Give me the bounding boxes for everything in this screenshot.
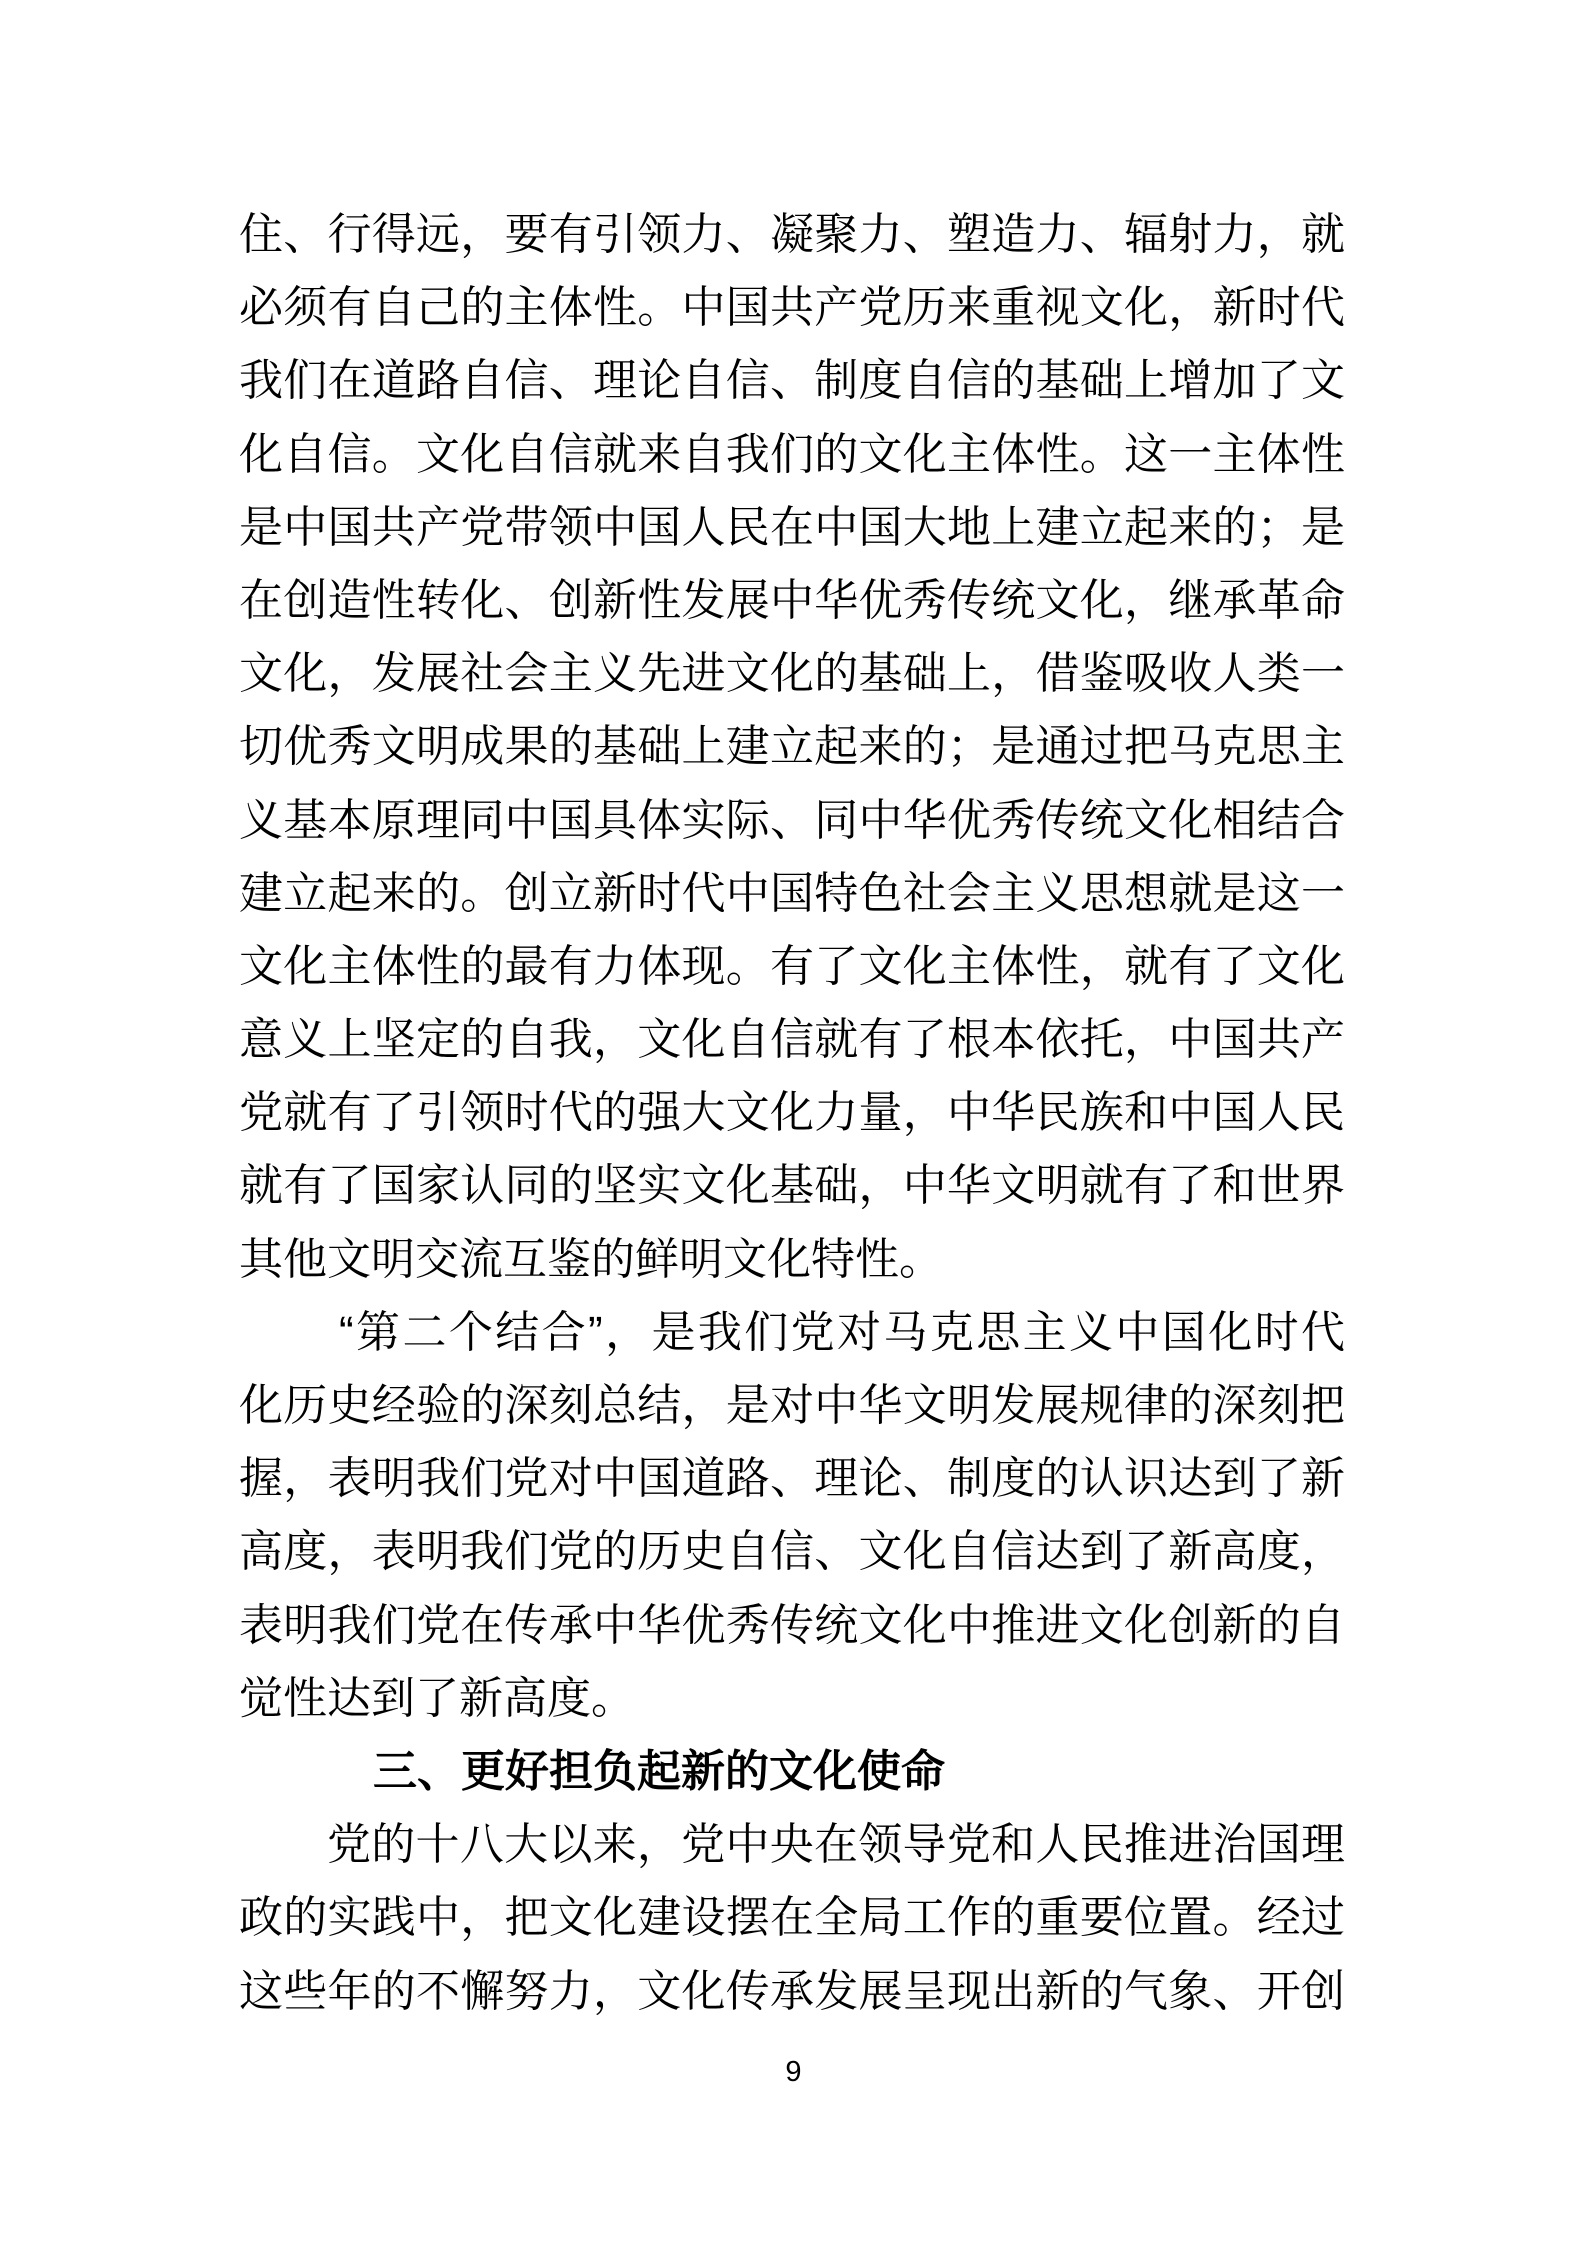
text-line: 化自信。文化自信就来自我们的文化主体性。这一主体性 bbox=[239, 429, 1345, 479]
text-line: 意义上坚定的自我，文化自信就有了根本依托，中国共产 bbox=[239, 1015, 1345, 1065]
body-text bbox=[239, 198, 1345, 2028]
text-line: 高度，表明我们党的历史自信、文化自信达到了新高度， bbox=[239, 1527, 1345, 1577]
paragraph bbox=[239, 1296, 1345, 1735]
paragraph bbox=[239, 1808, 1345, 2028]
text-line: 觉性达到了新高度。 bbox=[239, 1673, 635, 1723]
text-line: 党的十八大以来，党中央在领导党和人民推进治国理 bbox=[327, 1820, 1345, 1870]
text-line: 表明我们党在传承中华优秀传统文化中推进文化创新的自 bbox=[239, 1600, 1345, 1650]
text-line: 就有了国家认同的坚实文化基础，中华文明就有了和世界 bbox=[239, 1161, 1345, 1211]
text-line: 切优秀文明成果的基础上建立起来的；是通过把马克思主 bbox=[239, 722, 1345, 772]
text-line: 住、行得远，要有引领力、凝聚力、塑造力、辐射力，就 bbox=[239, 210, 1345, 259]
text-line: 政的实践中，把文化建设摆在全局工作的重要位置。经过 bbox=[239, 1893, 1345, 1943]
text-line: “第二个结合”，是我们党对马克思主义中国化时代 bbox=[339, 1307, 1345, 1357]
paragraph bbox=[239, 198, 1345, 1296]
text-line: 义基本原理同中国具体实际、同中华优秀传统文化相结合 bbox=[239, 795, 1345, 845]
section-heading: 三、更好担负起新的文化使命 bbox=[373, 1746, 945, 1796]
text-line: 在创造性转化、创新性发展中华优秀传统文化，继承革命 bbox=[239, 575, 1345, 625]
text-line: 必须有自己的主体性。中国共产党历来重视文化，新时代 bbox=[239, 283, 1345, 333]
text-line: 是中国共产党带领中国人民在中国大地上建立起来的；是 bbox=[239, 502, 1345, 552]
page-number: 9 bbox=[785, 2056, 802, 2088]
text-line: 文化主体性的最有力体现。有了文化主体性，就有了文化 bbox=[239, 941, 1345, 991]
text-line: 党就有了引领时代的强大文化力量，中华民族和中国人民 bbox=[239, 1088, 1345, 1138]
text-line: 建立起来的。创立新时代中国特色社会主义思想就是这一 bbox=[239, 868, 1345, 918]
text-line: 文化，发展社会主义先进文化的基础上，借鉴吸收人类一 bbox=[239, 649, 1345, 699]
text-line: 握，表明我们党对中国道路、理论、制度的认识达到了新 bbox=[239, 1454, 1345, 1504]
text-line: 我们在道路自信、理论自信、制度自信的基础上增加了文 bbox=[239, 356, 1345, 406]
text-line: 这些年的不懈努力，文化传承发展呈现出新的气象、开创 bbox=[239, 1966, 1345, 2016]
text-line: 其他文明交流互鉴的鲜明文化特性。 bbox=[239, 1234, 943, 1284]
text-line: 化历史经验的深刻总结，是对中华文明发展规律的深刻把 bbox=[239, 1381, 1345, 1430]
